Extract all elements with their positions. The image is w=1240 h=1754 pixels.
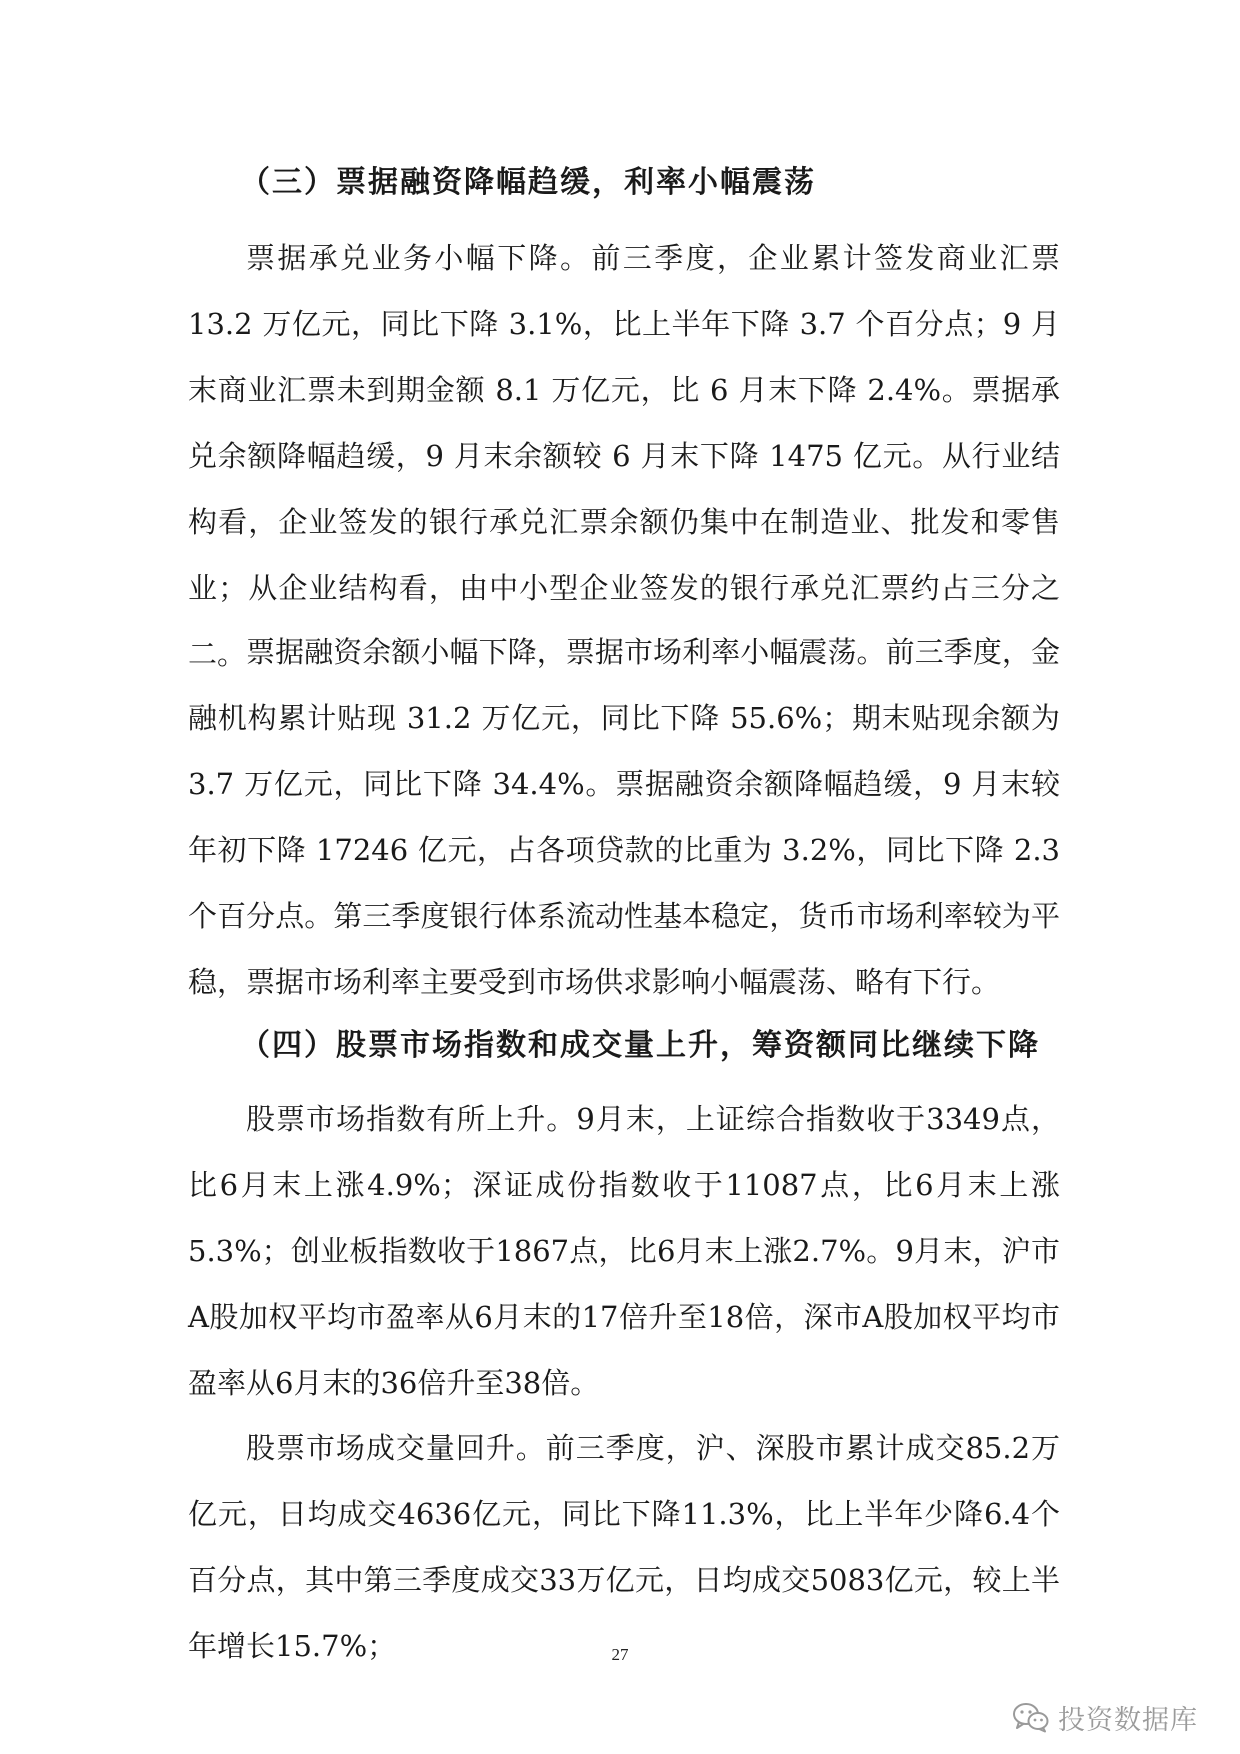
paragraph-stock-volume: 股票市场成交量回升。前三季度，沪、深股市累计成交85.2万亿元，日均成交4636亿元，同比下降11.3%，比上半年少降6.4个百分点，其中第三季度成交33万亿元，日均成交5083亿元，较上半年增长15.7%； [188, 1431, 1060, 1663]
section-heading-4: （四）股票市场指数和成交量上升，筹资额同比继续下降 [240, 1028, 1040, 1063]
paragraph-stock-index: 股票市场指数有所上升。9月末，上证综合指数收于3349点，比6月末上涨4.9%；深证成份指数收于11087点，比6月末上涨5.3%；创业板指数收于1867点，比6月末上涨2.7%。9月末，沪市A股加权平均市盈率从6月末的17倍升至18倍，深市A股加权平均市盈率从6月末的36倍升至38倍。 [188, 1102, 1060, 1400]
paragraph-bill-financing: 票据融资余额小幅下降，票据市场利率小幅震荡。前三季度，金融机构累计贴现 31.2 万亿元，同比下降 55.6%；期末贴现余额为 3.7 万亿元，同比下降 34.4%。票据融资余额降幅趋缓，9 月末较年初下降 17246 亿元，占各项贷款的比重为 3.2%，同比下降 2.3 个百分点。第三季度银行体系流动性基本稳定，货币市场利率较为平稳，票据市场利率主要受到市场供求影响小幅震荡、略有下行。 [188, 635, 1060, 999]
watermark-text: 投资数据库 [1058, 1704, 1198, 1736]
watermark [1012, 1697, 1198, 1737]
section-heading-3: （三）票据融资降幅趋缓，利率小幅震荡 [240, 165, 816, 200]
wechat-icon [1012, 1701, 1050, 1733]
page-number: 27 [611, 1645, 629, 1664]
paragraph-bill-acceptance: 票据承兑业务小幅下降。前三季度，企业累计签发商业汇票 13.2 万亿元，同比下降 3.1%，比上半年下降 3.7 个百分点；9 月末商业汇票未到期金额 8.1 万亿元，比 6 月末下降 2.4%。票据承兑余额降幅趋缓，9 月末余额较 6 月末下降 1475 亿元。从行业结构看，企业签发的银行承兑汇票余额仍集中在制造业、批发和零售业；从企业结构看，由中小型企业签发的银行承兑汇票约占三分之二。 [188, 241, 1060, 671]
